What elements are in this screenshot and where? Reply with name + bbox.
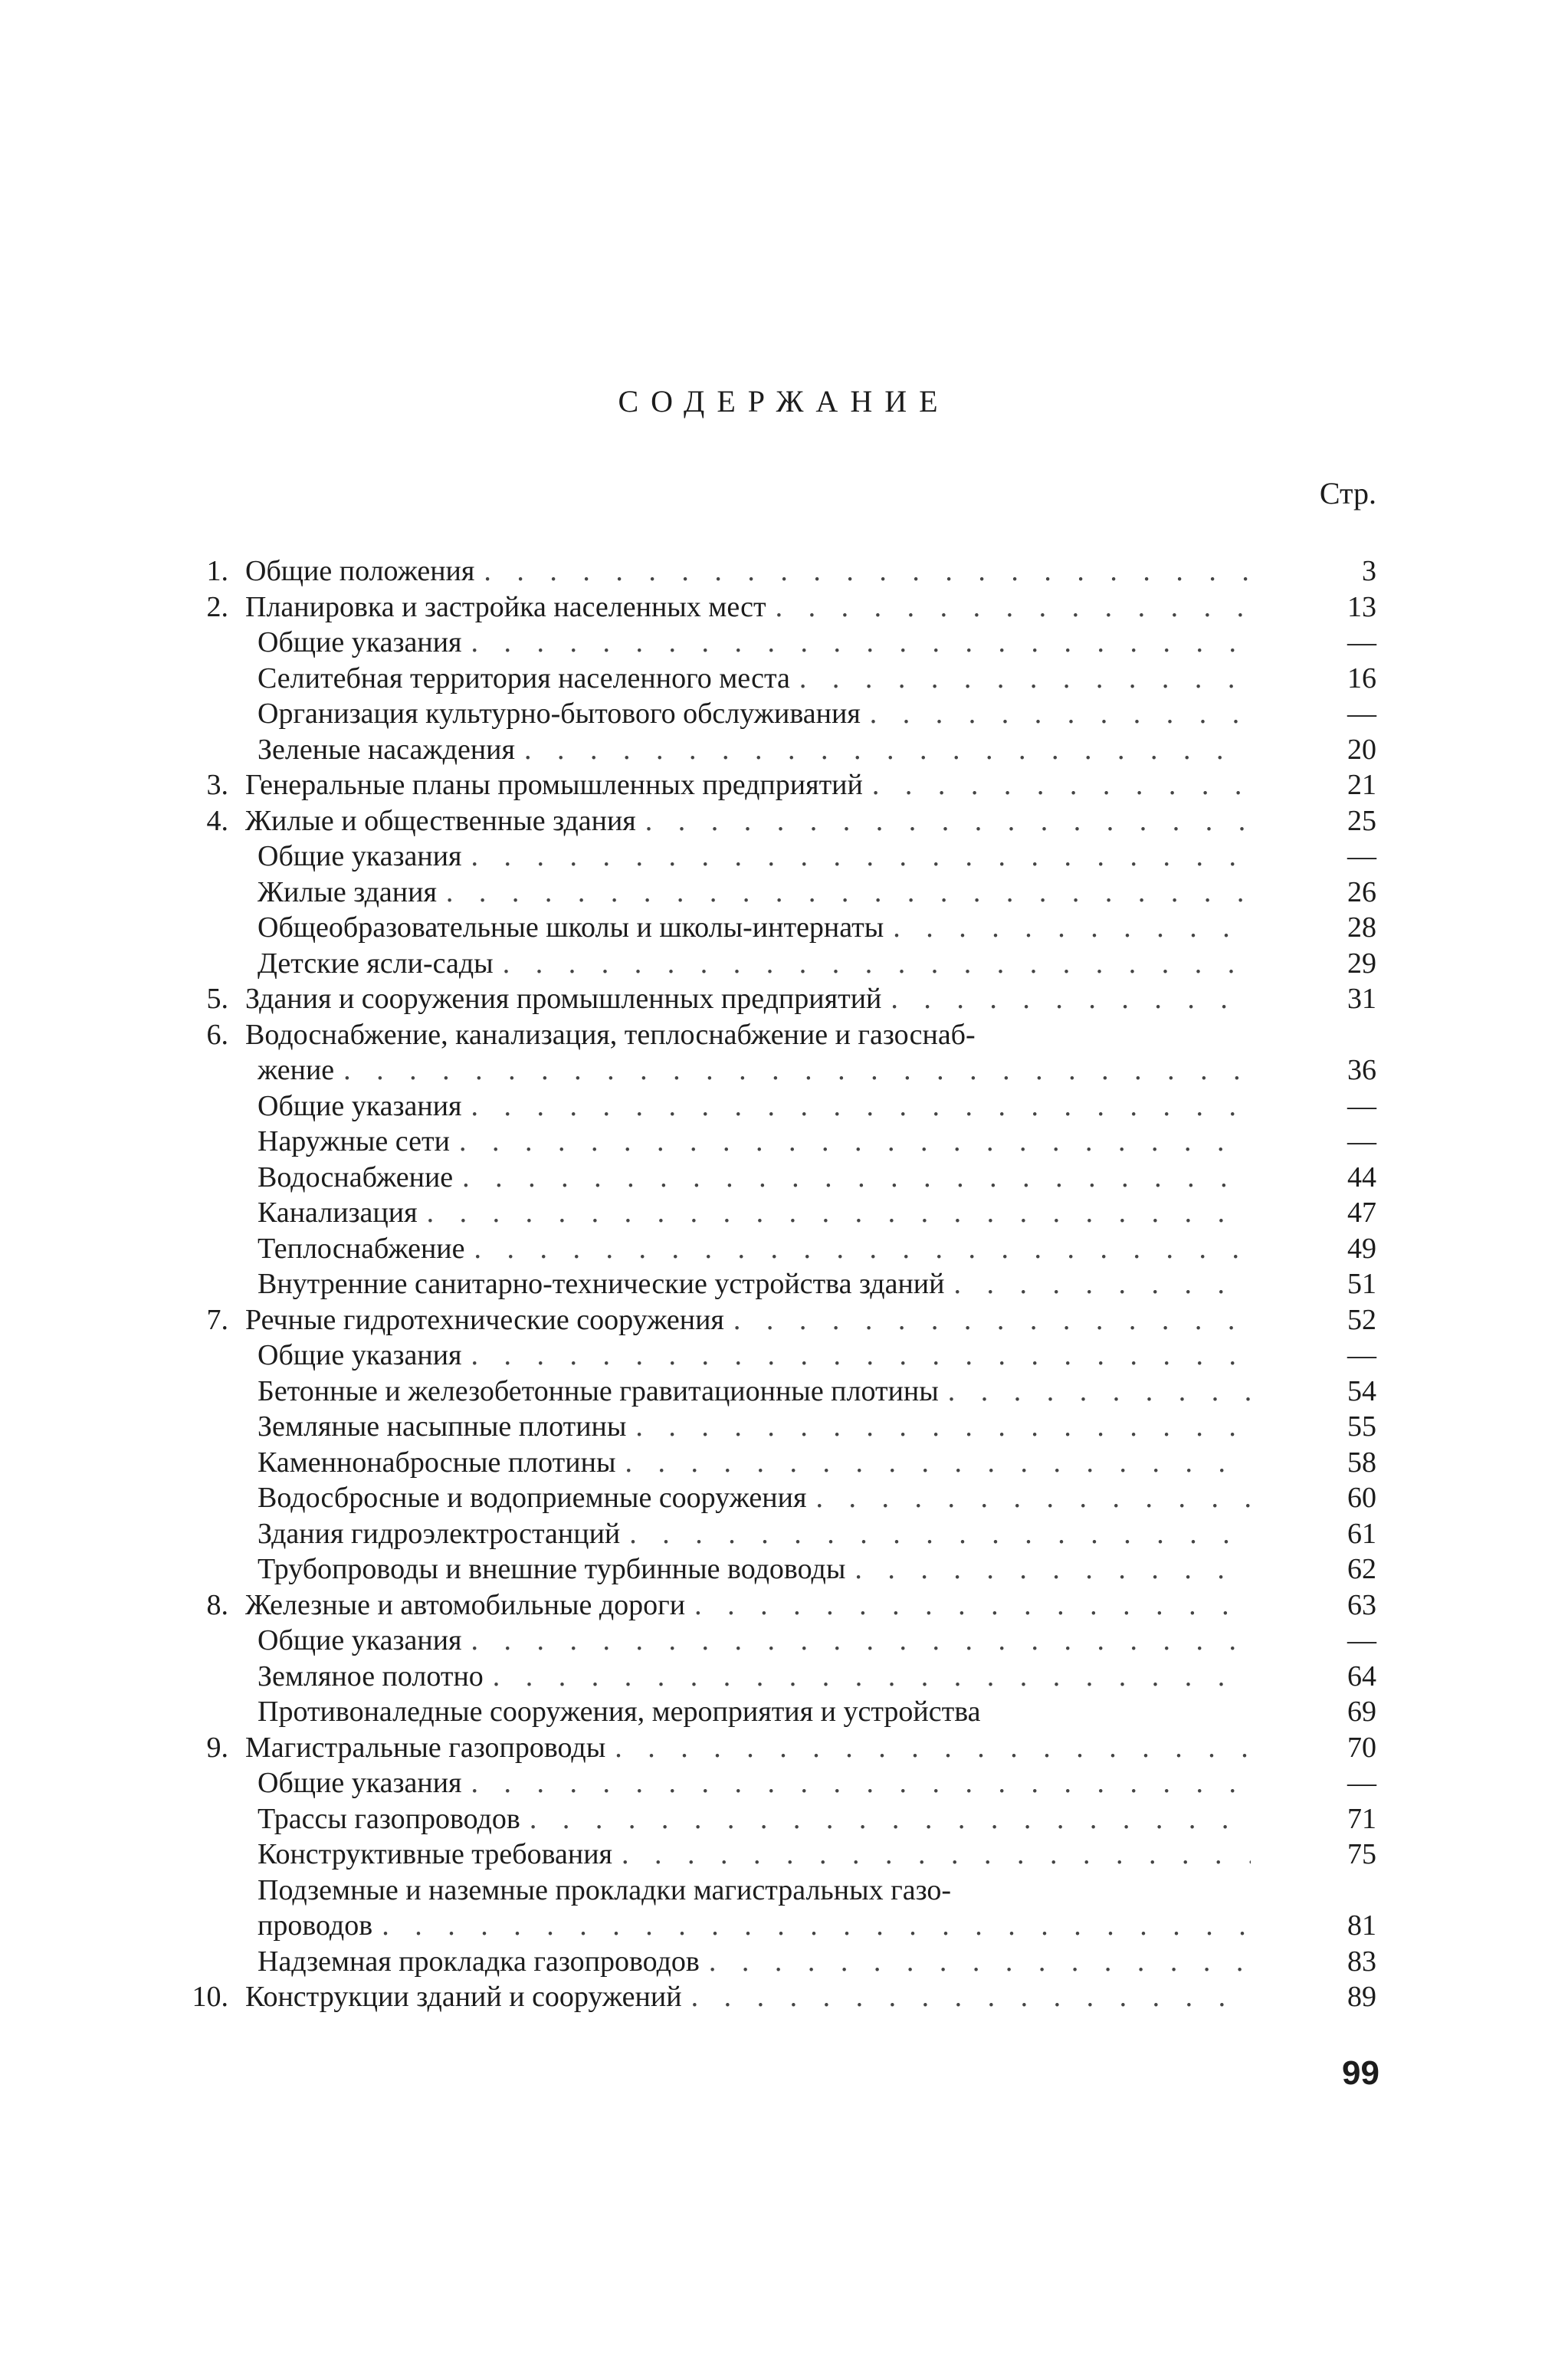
toc-entry-page: 63	[1347, 1588, 1376, 1621]
toc-entry-number: 6.	[206, 1018, 228, 1051]
toc-entry-number: 3.	[206, 769, 228, 801]
toc-entry-title: Общие указания	[258, 1624, 462, 1656]
dot-leader	[893, 910, 1251, 945]
toc-entry	[0, 1160, 1568, 1195]
toc-entry-number: 10.	[192, 1981, 228, 2013]
toc-entry-page: 62	[1347, 1553, 1376, 1585]
toc-entry-line	[258, 1908, 1251, 1943]
toc-entry-title: Жилые здания	[258, 875, 437, 908]
toc-entry-number: 9.	[206, 1731, 228, 1764]
toc-entry-line	[258, 839, 1251, 874]
toc-entry	[0, 1908, 1568, 1943]
toc-entry-page: 75	[1347, 1838, 1376, 1870]
toc-entry-title: проводов	[258, 1909, 373, 1942]
toc-entry-line	[258, 1088, 1251, 1124]
toc-entry-title: Наружные сети	[258, 1125, 450, 1157]
dot-leader	[446, 875, 1251, 910]
toc-entry-line	[258, 1052, 1251, 1088]
toc-entry-line	[245, 1730, 1251, 1765]
toc-entry-page: 83	[1347, 1945, 1376, 1978]
toc-entry-line	[258, 1266, 1251, 1302]
toc-entry	[0, 803, 1568, 839]
toc-entry-title: Общие указания	[258, 1339, 462, 1371]
toc-entry-page: 89	[1347, 1981, 1376, 2013]
toc-entry-page: —	[1347, 1624, 1376, 1656]
toc-entry-title: Конструкции зданий и сооружений	[245, 1981, 682, 2013]
dot-leader	[471, 1765, 1251, 1801]
toc-entry-page: —	[1347, 1339, 1376, 1371]
toc-entry-title: жение	[258, 1054, 335, 1086]
toc-entry-number: 5.	[206, 983, 228, 1015]
toc-entry-title: Бетонные и железобетонные гравитационные плотины	[258, 1374, 939, 1407]
toc-entry-title: Селитебная территория населенного места	[258, 662, 790, 694]
toc-entry-line	[258, 1765, 1251, 1801]
toc-entry-title: Планировка и застройка населенных мест	[245, 590, 766, 623]
toc-entry-line	[245, 1979, 1251, 2014]
dot-leader	[691, 1979, 1251, 2014]
toc-entry	[0, 1231, 1568, 1266]
dot-leader	[343, 1052, 1251, 1088]
toc-entry	[0, 589, 1568, 625]
dot-leader	[622, 1837, 1251, 1872]
toc-entry-title: Общеобразовательные школы и школы-интернаты	[258, 911, 884, 944]
toc-entry-line	[258, 732, 1251, 767]
dot-leader	[872, 767, 1251, 803]
toc-entry-title: Общие указания	[258, 626, 462, 658]
toc-entry	[0, 1873, 1568, 1908]
toc-entry-line	[258, 1873, 1251, 1908]
dot-leader	[635, 1409, 1251, 1444]
toc-entry	[0, 553, 1568, 589]
dot-leader	[471, 625, 1251, 660]
dot-leader	[733, 1302, 1251, 1338]
toc-entry-line	[245, 803, 1251, 839]
toc-entry-title: Железные и автомобильные дороги	[245, 1588, 686, 1621]
toc-entry-page: 54	[1347, 1374, 1376, 1407]
dot-leader	[530, 1801, 1251, 1837]
toc-entry-line	[258, 1623, 1251, 1658]
toc-entry-line	[258, 1160, 1251, 1195]
toc-entry-title: Водосбросные и водоприемные сооружения	[258, 1482, 807, 1514]
page-column-header: Стр.	[1319, 476, 1376, 511]
toc-entry-page: 20	[1347, 733, 1376, 766]
dot-leader	[694, 1587, 1251, 1623]
toc-entry-title: Конструктивные требования	[258, 1838, 613, 1870]
toc-entry-title: Общие положения	[245, 555, 475, 587]
toc-entry-title: Генеральные планы промышленных предприятий	[245, 769, 863, 801]
toc-entry-line	[258, 1659, 1251, 1694]
toc-entry-title: Земляные насыпные плотины	[258, 1410, 627, 1443]
toc-entry-page: 3	[1362, 555, 1376, 587]
toc-entry	[0, 661, 1568, 696]
dot-leader	[709, 1944, 1251, 1979]
toc-entry-line	[258, 875, 1251, 910]
toc-entry	[0, 1480, 1568, 1515]
dot-leader	[799, 661, 1251, 696]
toc-entry	[0, 1694, 1568, 1729]
toc-entry-title: Общие указания	[258, 1767, 462, 1799]
toc-entry	[0, 1088, 1568, 1124]
toc-entry-line	[258, 1445, 1251, 1480]
toc-entry-title: Речные гидротехнические сооружения	[245, 1303, 724, 1336]
toc-entry-title: Подземные и наземные прокладки магистральных газо-	[258, 1873, 952, 1906]
toc-entry-line	[258, 1480, 1251, 1515]
toc-entry-title: Общие указания	[258, 1089, 462, 1122]
toc-entry-line	[258, 946, 1251, 981]
toc-entry	[0, 1587, 1568, 1623]
toc-entry-title: Организация культурно-бытового обслуживания	[258, 698, 861, 730]
toc-entry-title: Внутренние санитарно-технические устройства зданий	[258, 1268, 945, 1300]
toc-entry-number: 8.	[206, 1588, 228, 1621]
toc-entry	[0, 946, 1568, 981]
toc-entry-title: Теплоснабжение	[258, 1232, 465, 1265]
toc-entry-page: 64	[1347, 1660, 1376, 1692]
toc-entry-page: 61	[1347, 1517, 1376, 1550]
toc-entry	[0, 625, 1568, 660]
toc-entry-page: 81	[1347, 1909, 1376, 1942]
toc-entry-line	[258, 1195, 1251, 1230]
toc-entry	[0, 732, 1568, 767]
dot-leader	[382, 1908, 1251, 1943]
toc-entry-page: —	[1347, 840, 1376, 872]
toc-entry	[0, 1374, 1568, 1409]
toc-entry-title: Канализация	[258, 1197, 418, 1229]
dot-leader	[776, 589, 1251, 625]
toc-entry-page: 44	[1347, 1161, 1376, 1193]
dot-leader	[471, 1088, 1251, 1124]
toc-entry	[0, 875, 1568, 910]
dot-leader	[870, 696, 1251, 731]
dot-leader	[459, 1124, 1251, 1159]
toc-entry-line	[258, 1944, 1251, 1979]
toc-entry-title: Надземная прокладка газопроводов	[258, 1945, 700, 1978]
toc-entry-title: Водоснабжение	[258, 1161, 454, 1193]
toc-entry-page: 70	[1347, 1731, 1376, 1764]
toc-entry-line	[258, 696, 1251, 731]
toc-entry	[0, 1338, 1568, 1373]
toc-entry	[0, 1730, 1568, 1765]
dot-leader	[948, 1374, 1251, 1409]
toc-entry-page: 13	[1347, 590, 1376, 623]
dot-leader	[815, 1480, 1251, 1515]
toc-entry-line	[258, 1374, 1251, 1409]
toc-entry-line	[258, 910, 1251, 945]
toc-entry-title: Водоснабжение, канализация, теплоснабжение и газоснаб-	[245, 1018, 976, 1051]
toc-entry-line	[245, 1017, 1251, 1052]
toc-entry	[0, 696, 1568, 731]
toc-entry-page: 47	[1347, 1197, 1376, 1229]
toc-entry	[0, 910, 1568, 945]
toc-entry-line	[258, 1409, 1251, 1444]
toc-entry-page: —	[1347, 1767, 1376, 1799]
toc-entry	[0, 1516, 1568, 1551]
toc-entry	[0, 1124, 1568, 1159]
toc-entry-line	[245, 767, 1251, 803]
dot-leader	[462, 1160, 1251, 1195]
toc-entry-title: Трассы газопроводов	[258, 1802, 520, 1835]
toc-entry-title: Здания гидроэлектростанций	[258, 1517, 621, 1550]
dot-leader	[471, 839, 1251, 874]
toc-entry-number: 4.	[206, 804, 228, 837]
toc-entry-number: 2.	[206, 590, 228, 623]
dot-leader	[474, 1231, 1251, 1266]
toc-entry-title: Земляное полотно	[258, 1660, 484, 1692]
toc-entry	[0, 1979, 1568, 2014]
toc-entry-line	[258, 1124, 1251, 1159]
toc-entry-page: 31	[1347, 983, 1376, 1015]
toc-entry-page: 52	[1347, 1303, 1376, 1336]
toc-entry	[0, 1302, 1568, 1338]
toc-entry-title: Каменнонабросные плотины	[258, 1446, 616, 1479]
dot-leader	[427, 1195, 1251, 1230]
toc-entry-line	[258, 1837, 1251, 1872]
toc-entry-line	[245, 981, 1251, 1016]
toc-entry-line	[258, 625, 1251, 660]
toc-entry-title: Трубопроводы и внешние турбинные водоводы	[258, 1553, 846, 1585]
dot-leader	[625, 1445, 1251, 1480]
toc-entry-page: 36	[1347, 1054, 1376, 1086]
toc-entry-number: 7.	[206, 1303, 228, 1336]
toc-entry-page: 60	[1347, 1482, 1376, 1514]
toc-entry-page: 55	[1347, 1410, 1376, 1443]
toc-entry-page: 29	[1347, 947, 1376, 980]
toc-entry-title: Магистральные газопроводы	[245, 1731, 606, 1764]
toc-entry-line	[258, 661, 1251, 696]
toc-entry-line	[258, 1801, 1251, 1837]
toc-entry-title: Жилые и общественные здания	[245, 804, 636, 837]
toc-entry-line	[258, 1694, 1251, 1729]
toc-entry	[0, 1944, 1568, 1979]
toc-entry-page: —	[1347, 698, 1376, 730]
toc-entry-line	[258, 1516, 1251, 1551]
dot-leader	[629, 1516, 1251, 1551]
toc-entry	[0, 839, 1568, 874]
dot-leader	[891, 981, 1251, 1016]
toc-entry-title: Противоналедные сооружения, мероприятия и устройства	[258, 1696, 981, 1728]
toc-entry	[0, 1837, 1568, 1872]
toc-entry-line	[245, 589, 1251, 625]
toc-entry-title: Общие указания	[258, 840, 462, 872]
toc-entry-page: 69	[1347, 1696, 1376, 1728]
dot-leader	[493, 1659, 1251, 1694]
toc-entry	[0, 1445, 1568, 1480]
toc-entry-line	[245, 1587, 1251, 1623]
toc-entry-page: —	[1347, 1125, 1376, 1157]
toc-entry	[0, 1765, 1568, 1801]
dot-leader	[524, 732, 1251, 767]
page-number: 99	[1342, 2054, 1379, 2092]
toc-entry-page: 25	[1347, 804, 1376, 837]
toc-entry-page: 49	[1347, 1232, 1376, 1265]
toc-entry	[0, 981, 1568, 1016]
toc-entry	[0, 1801, 1568, 1837]
toc-entry-line	[258, 1551, 1251, 1587]
toc-entry	[0, 1409, 1568, 1444]
dot-leader	[615, 1730, 1251, 1765]
toc-entry-line	[258, 1231, 1251, 1266]
dot-leader	[503, 946, 1251, 981]
toc-entry	[0, 1052, 1568, 1088]
toc-entry	[0, 1017, 1568, 1052]
toc-entry-page: 51	[1347, 1268, 1376, 1300]
toc-entry-title: Зеленые насаждения	[258, 733, 515, 766]
dot-leader	[471, 1338, 1251, 1373]
toc-entry-page: 16	[1347, 662, 1376, 694]
toc-entry-page: —	[1347, 626, 1376, 658]
toc-entry-page: —	[1347, 1089, 1376, 1122]
dot-leader	[953, 1266, 1251, 1302]
toc-entry-number: 1.	[206, 555, 228, 587]
dot-leader	[484, 553, 1251, 589]
toc-entry-title: Детские ясли-сады	[258, 947, 494, 980]
toc-entry	[0, 1551, 1568, 1587]
toc-entry-page: 58	[1347, 1446, 1376, 1479]
dot-leader	[855, 1551, 1251, 1587]
toc-entry-title: Здания и сооружения промышленных предприятий	[245, 983, 882, 1015]
toc-entry	[0, 1623, 1568, 1658]
toc-entry-line	[245, 553, 1251, 589]
toc-title: СОДЕРЖАНИЕ	[618, 384, 950, 419]
toc-entry	[0, 1266, 1568, 1302]
toc-entry-page: 71	[1347, 1802, 1376, 1835]
toc-entry-line	[245, 1302, 1251, 1338]
dot-leader	[471, 1623, 1251, 1658]
toc-entry	[0, 1195, 1568, 1230]
toc-entry	[0, 767, 1568, 803]
toc-entry-page: 28	[1347, 911, 1376, 944]
toc-entry-page: 21	[1347, 769, 1376, 801]
toc-entry-line	[258, 1338, 1251, 1373]
toc-entry-page: 26	[1347, 875, 1376, 908]
toc-entry	[0, 1659, 1568, 1694]
dot-leader	[645, 803, 1251, 839]
